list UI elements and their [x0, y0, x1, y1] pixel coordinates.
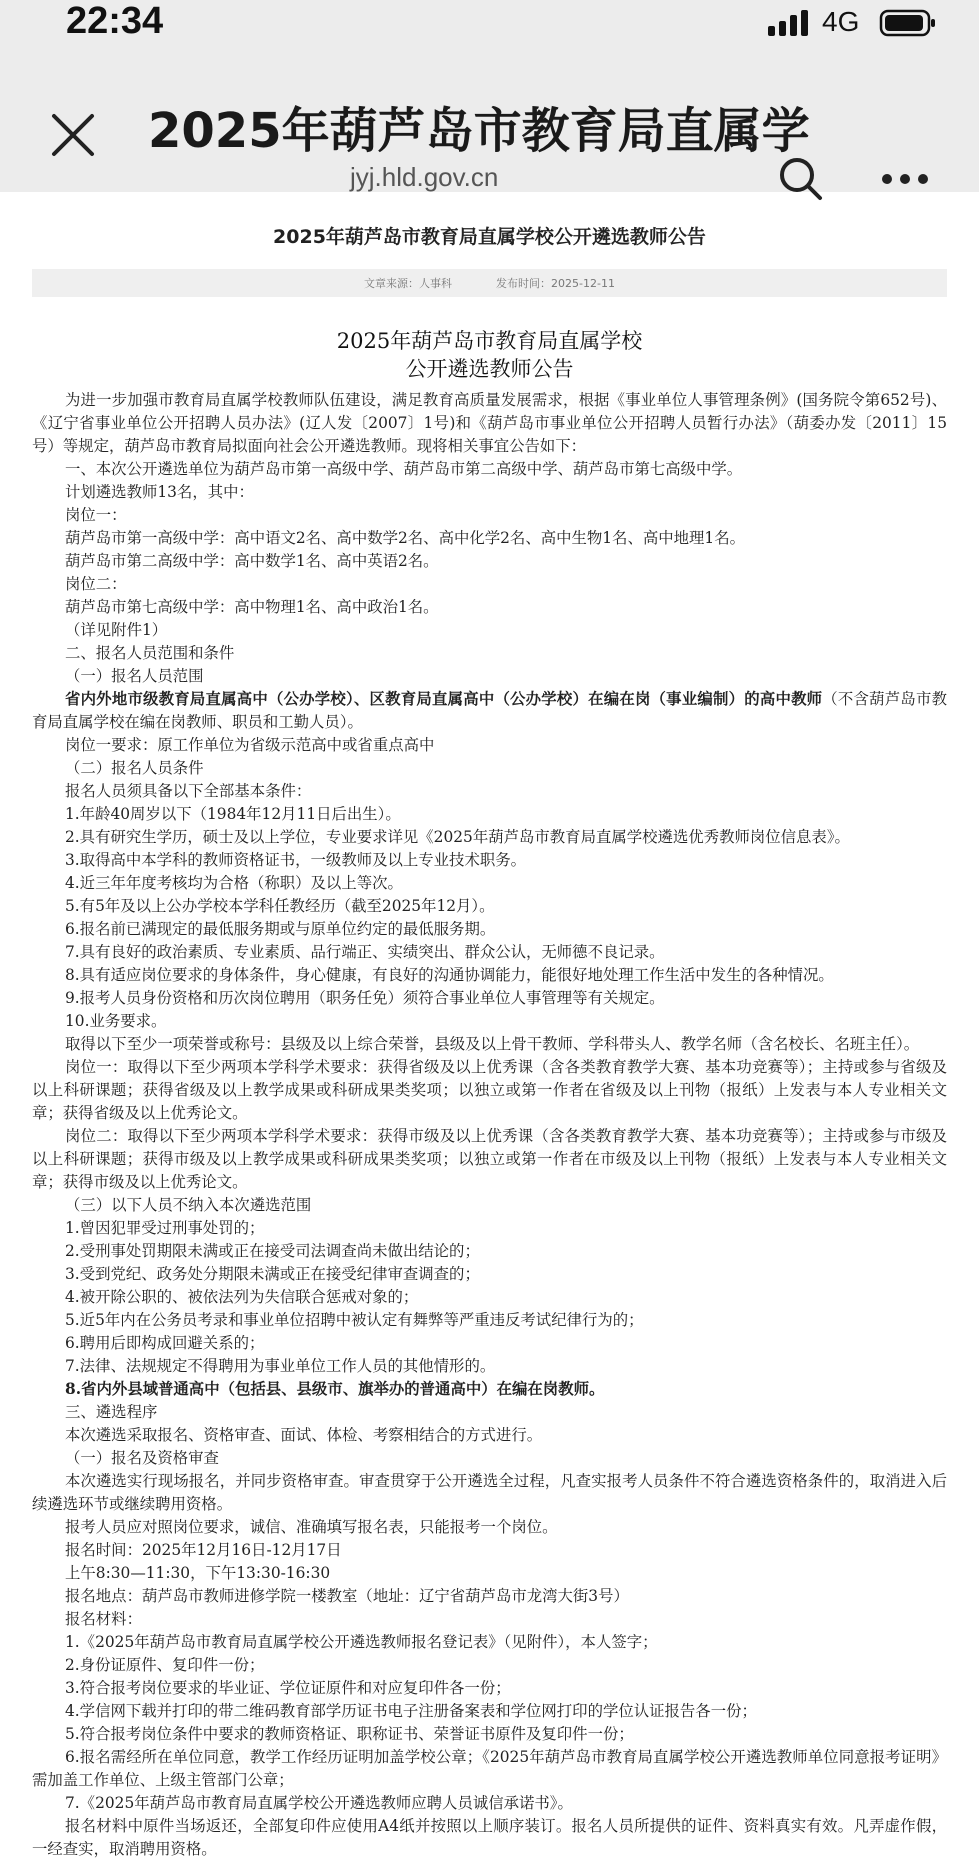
more-icon[interactable] [880, 172, 930, 186]
paragraph: 葫芦岛市第二高级中学：高中数学1名、高中英语2名。 [65, 552, 439, 570]
paragraph: 7.法律、法规规定不得聘用为事业单位工作人员的其他情形的。 [65, 1357, 496, 1375]
paragraph: 1.曾因犯罪受过刑事处罚的； [65, 1219, 265, 1237]
paragraph: 本次遴选实行现场报名，并同步资格审查。审查贯穿于公开遴选全过程，凡查实报考人员条件不符合遴选资格条件的，取消进入后续遴选环节或继续聘用资格。 [32, 1472, 947, 1513]
paragraph: （三）以下人员不纳入本次遴选范围 [65, 1196, 312, 1214]
paragraph: 6.聘用后即构成回避关系的； [65, 1334, 265, 1352]
paragraph: 取得以下至少一项荣誉或称号：县级及以上综合荣誉，县级及以上骨干教师、学科带头人、教学名师（含名校长、名班主任）。 [65, 1035, 920, 1053]
document-title-line-2: 公开遴选教师公告 [405, 357, 574, 381]
paragraph: 报考人员应对照岗位要求，诚信、准确填写报名表，只能报考一个岗位。 [65, 1518, 558, 1536]
paragraph: 岗位二： [65, 575, 127, 593]
article-date: 发布时间：2025-12-11 [496, 277, 615, 290]
article-source: 文章来源：人事科 [364, 277, 453, 290]
paragraph-suffix-text: （不含葫芦岛市教育局直属学校在编在岗教师、职员和工勤人员）。 [32, 690, 947, 731]
battery-icon [880, 10, 936, 36]
paragraph: 5.符合报考岗位条件中要求的教师资格证、职称证书、荣誉证书原件及复印件一份； [65, 1725, 634, 1743]
paragraph: 二、报名人员范围和条件 [65, 644, 235, 662]
close-icon[interactable] [48, 110, 98, 160]
document-title-line-1: 2025年葫芦岛市教育局直属学校 [336, 329, 643, 353]
paragraph: 岗位一要求：原工作单位为省级示范高中或省重点高中 [65, 736, 435, 754]
paragraph: 9.报考人员身份资格和历次岗位聘用（职务任免）须符合事业单位人事管理等有关规定。 [65, 989, 665, 1007]
paragraph: 葫芦岛市第七高级中学：高中物理1名、高中政治1名。 [65, 598, 439, 616]
paragraph: 5.有5年及以上公办学校本学科任教经历（截至2025年12月）。 [65, 897, 495, 915]
paragraph: 岗位一：取得以下至少两项本学科学术要求：获得省级及以上优秀课（含各类教育教学大赛、基本功竞赛等）；主持或参与省级及以上科研课题；获得省级及以上教学成果或科研成果类奖项；以独立或第一作者在省级及以上刊物（报纸）上发表与本人专业相关文章；获得省级及以上优秀论文。 [32, 1058, 947, 1122]
paragraph: 6.报名需经所在单位同意，教学工作经历证明加盖学校公章；《2025年葫芦岛市教育局直属学校公开遴选教师单位同意报考证明》需加盖工作单位、上级主管部门公章； [32, 1748, 947, 1789]
nav-bar [0, 44, 979, 192]
paragraph: 3.取得高中本学科的教师资格证书，一级教师及以上专业技术职务。 [65, 851, 527, 869]
article [0, 222, 979, 1861]
paragraph: 7.具有良好的政治素质、专业素质、品行端正、实绩突出、群众公认，无师德不良记录。 [65, 943, 665, 961]
paragraph: 本次遴选采取报名、资格审查、面试、体检、考察相结合的方式进行。 [65, 1426, 543, 1444]
paragraph: 报名人员须具备以下全部基本条件： [65, 782, 312, 800]
paragraph: 报名时间：2025年12月16日-12月17日 [65, 1541, 342, 1559]
status-bar [0, 0, 979, 44]
article-meta [32, 269, 947, 297]
paragraph: 8.具有适应岗位要求的身体条件，身心健康，有良好的沟通协调能力，能很好地处理工作生活中发生的各种情况。 [65, 966, 834, 984]
paragraph: 报名材料中原件当场返还，全部复印件应使用A4纸并按照以上顺序装订。报名人员所提供的证件、资料真实有效。凡弄虚作假，一经查实，取消聘用资格。 [32, 1817, 947, 1858]
paragraph: 1.年龄40周岁以下（1984年12月11日后出生）。 [65, 805, 401, 823]
paragraph: 三、遴选程序 [65, 1403, 158, 1421]
paragraph: 报名地点：葫芦岛市教师进修学院一楼教室（地址：辽宁省葫芦岛市龙湾大街3号） [65, 1587, 629, 1605]
paragraph [32, 688, 947, 734]
paragraph: 1.《2025年葫芦岛市教育局直属学校公开遴选教师报名登记表》（见附件），本人签字； [65, 1633, 658, 1651]
network-label: 4G [822, 6, 860, 37]
paragraph: 一、本次公开遴选单位为葫芦岛市第一高级中学、葫芦岛市第二高级中学、葫芦岛市第七高级中学。 [65, 460, 743, 478]
paragraph: （详见附件1） [65, 621, 168, 639]
paragraph: 10.业务要求。 [65, 1012, 167, 1030]
status-time: 22:34 [66, 0, 164, 42]
paragraph: 2.具有研究生学历，硕士及以上学位，专业要求详见《2025年葫芦岛市教育局直属学校遴选优秀教师岗位信息表》。 [65, 828, 850, 846]
nav-title: 2025年葫芦岛市教育局直属学 [148, 103, 810, 159]
paragraph: 岗位一： [65, 506, 127, 524]
paragraph: 3.受到党纪、政务处分期限未满或正在接受纪律审查调查的； [65, 1265, 480, 1283]
paragraph: 为进一步加强市教育局直属学校教师队伍建设，满足教育高质量发展需求，根据《事业单位人事管理条例》(国务院令第652号)、《辽宁省事业单位公开招聘人员办法》(辽人发〔2007〕1号)和《葫芦岛市事业单位公开招聘人员暂行办法》（葫委办发〔2011〕15号）等规定，葫芦岛市教育局拟面向社会公开遴选教师。现将相关事宜公告如下： [32, 391, 947, 455]
paragraph: 报名材料： [65, 1610, 142, 1628]
search-icon[interactable] [776, 154, 826, 204]
paragraph: 3.符合报考岗位要求的毕业证、学位证原件和对应复印件各一份； [65, 1679, 511, 1697]
paragraph: 2.受刑事处罚期限未满或正在接受司法调查尚未做出结论的； [65, 1242, 480, 1260]
paragraph: 6.报名前已满现定的最低服务期或与原单位约定的最低服务期。 [65, 920, 496, 938]
paragraph: （二）报名人员条件 [65, 759, 204, 777]
paragraph: 4.学信网下载并打印的带二维码教育部学历证书电子注册备案表和学位网打印的学位认证报告各一份； [65, 1702, 757, 1720]
paragraph: 4.被开除公职的、被依法列为失信联合惩戒对象的； [65, 1288, 419, 1306]
paragraph: 上午8:30—11:30，下午13:30-16:30 [65, 1564, 331, 1582]
nav-domain: jyj.hld.gov.cn [350, 162, 499, 192]
paragraph: 计划遴选教师13名，其中： [65, 483, 254, 501]
paragraph: 5.近5年内在公务员考录和事业单位招聘中被认定有舞弊等严重违反考试纪律行为的； [65, 1311, 644, 1329]
paragraph: （一）报名人员范围 [65, 667, 204, 685]
document-title [0, 327, 979, 383]
paragraph: 葫芦岛市第一高级中学：高中语文2名、高中数学2名、高中化学2名、高中生物1名、高中地理1名。 [65, 529, 745, 547]
article-body [32, 389, 947, 1861]
signal-icon [768, 10, 812, 36]
article-title: 2025年葫芦岛市教育局直属学校公开遴选教师公告 [273, 226, 706, 248]
paragraph: 2.身份证原件、复印件一份； [65, 1656, 265, 1674]
paragraph: （一）报名及资格审查 [65, 1449, 219, 1467]
paragraph-bold-text: 省内外地市级教育局直属高中（公办学校）、区教育局直属高中（公办学校）在编在岗（事业编制）的高中教师 [65, 690, 823, 708]
paragraph: 8.省内外县域普通高中（包括县、县级市、旗举办的普通高中）在编在岗教师。 [65, 1380, 605, 1398]
paragraph: 4.近三年年度考核均为合格（称职）及以上等次。 [65, 874, 403, 892]
paragraph: 7.《2025年葫芦岛市教育局直属学校公开遴选教师应聘人员诚信承诺书》。 [65, 1794, 573, 1812]
paragraph: 岗位二：取得以下至少两项本学科学术要求：获得市级及以上优秀课（含各类教育教学大赛、基本功竞赛等）；主持或参与市级及以上科研课题；获得市级及以上教学成果或科研成果类奖项；以独立或第一作者在市级及以上刊物（报纸）上发表与本人专业相关文章；获得市级及以上优秀论文。 [32, 1127, 947, 1191]
